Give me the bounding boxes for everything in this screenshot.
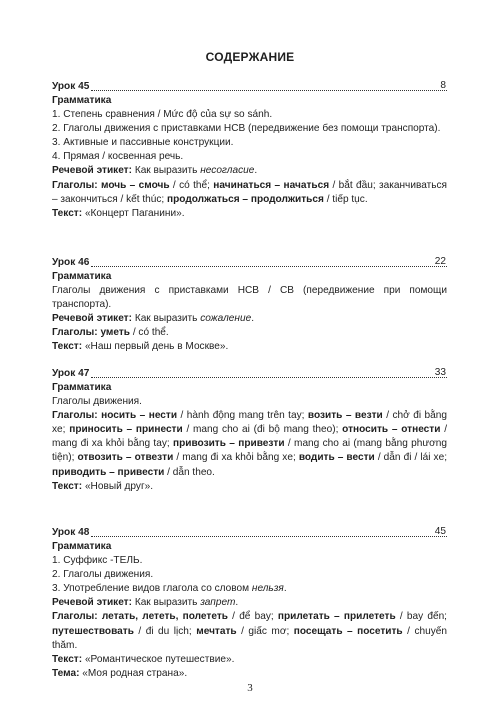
lesson-heading [52, 367, 447, 381]
lesson-heading [52, 256, 447, 270]
verbs-label: Глаголы: [52, 327, 98, 339]
grammar-heading: Грамматика [52, 95, 112, 106]
verb-translation: / mang đi xa khỏi bằng xe; [173, 452, 299, 464]
verb-pair: приносить – принести [69, 424, 183, 436]
footer-page-number: 3 [247, 682, 253, 694]
grammar-item: 1. Степень сравнения / Mức độ của sự so sánh. [52, 109, 273, 121]
text-label: Текст: [52, 207, 83, 219]
verbs-label: Глаголы: [52, 611, 98, 623]
etiquette-label: Речевой этикет: [52, 597, 132, 609]
grammar-item: 4. Прямая / косвенная речь. [52, 151, 184, 163]
verb-pair: продолжаться – продолжиться [167, 193, 324, 205]
text-value: «Концерт Паганини». [84, 207, 185, 219]
verb-pair: уметь [100, 327, 131, 339]
verb-translation: / có thể. [130, 327, 169, 339]
lesson-title: Урок 46 [52, 256, 90, 268]
grammar-item-emphasis: нельзя [251, 583, 284, 595]
verb-translation: / đi du lịch; [133, 625, 197, 637]
verb-translation: / dẫn theo. [164, 466, 215, 478]
grammar-item: Глаголы движения. [52, 396, 142, 408]
theme-value: «Моя родная страна». [82, 667, 188, 679]
etiquette-line: Речевой этикет: Как выразить сожаление. [52, 313, 255, 325]
verb-pair: мечтать [196, 625, 237, 637]
verb-pair: возить – везти [307, 410, 383, 422]
lesson-title: Урок 47 [52, 367, 90, 379]
grammar-item: 1. Суффикс -ТЕЛЬ. [52, 555, 143, 567]
lesson-heading [52, 526, 447, 540]
verb-translation: / chuyến thăm. [52, 625, 447, 651]
theme-line [52, 667, 447, 681]
verb-translation: / mang đi xa khỏi bằng tay; [52, 424, 448, 450]
verbs-line [52, 409, 447, 479]
verb-translation: / mang cho ai (mang bằng phương tiện); [52, 438, 447, 464]
verb-translation: / dẫn đi / lái xe; [374, 452, 448, 464]
text-value: «Новый друг». [84, 480, 154, 492]
text-label: Текст: [52, 341, 83, 353]
grammar-heading: Грамматика [52, 541, 112, 552]
verb-pair: путешествовать [52, 625, 134, 637]
text-line [52, 653, 447, 667]
verb-translation: / để bay; [227, 611, 278, 623]
verbs-line [52, 610, 447, 652]
verb-pair: отвозить – отвезти [77, 452, 174, 464]
text-line [52, 207, 447, 221]
leader-dots [91, 367, 447, 381]
verb-pair: прилетать – прилететь [277, 611, 396, 623]
text-value: «Романтическое путешествие». [84, 653, 235, 665]
lesson-46 [52, 256, 447, 355]
verb-translation: / mang cho ai (đi bộ mang theo); [182, 424, 343, 436]
etiquette-text: Как выразить [134, 165, 201, 177]
verb-translation: / giấc mơ; [236, 625, 294, 637]
verbs-line [52, 326, 447, 340]
verb-translation: / tiếp tục. [323, 193, 368, 205]
verb-pair: носить – нести [101, 410, 178, 422]
verb-pair: привозить – привезти [173, 438, 285, 450]
etiquette-label: Речевой этикет: [52, 313, 132, 325]
verb-pair: водить – вести [298, 452, 375, 464]
etiquette-line: Речевой этикет: Как выразить запрет. [52, 597, 239, 609]
verb-pair: мочь – смочь [100, 179, 170, 191]
verb-pair: начинаться – начаться [213, 179, 330, 191]
verbs-label: Глаголы: [52, 410, 98, 422]
grammar-heading: Грамматика [52, 382, 112, 393]
grammar-item: 2. Глаголы движения с приставками НСВ (передвижение без помощи транспорта). [52, 123, 441, 135]
etiquette-text: Как выразить [134, 313, 201, 325]
lesson-heading [52, 80, 447, 94]
verbs-line [52, 179, 447, 207]
etiquette-emphasis: сожаление [200, 313, 252, 325]
text-label: Текст: [52, 480, 83, 492]
grammar-item: 2. Глаголы движения. [52, 569, 154, 581]
leader-dots [91, 80, 447, 94]
grammar-item: 3. Употребление видов глагола со словом нельзя. [52, 583, 287, 595]
verbs-label: Глаголы: [52, 179, 98, 191]
theme-label: Тема: [52, 667, 80, 679]
grammar-item-text: 3. Употребление видов глагола со словом [52, 583, 252, 595]
verb-pair: летать, лететь, полететь [101, 611, 228, 623]
verb-translation: / có thể; [169, 179, 214, 191]
page-number: 8 [440, 80, 446, 91]
verb-translation: / bay đến; [395, 611, 447, 623]
leader-dots [91, 256, 447, 270]
lesson-title: Урок 48 [52, 526, 90, 538]
grammar-heading: Грамматика [52, 271, 112, 282]
grammar-item: 3. Активные и пассивные конструкции. [52, 137, 234, 149]
text-line [52, 480, 447, 494]
etiquette-label: Речевой этикет: [52, 165, 132, 177]
verb-pair: посещать – посетить [293, 625, 403, 637]
lesson-48 [52, 526, 447, 681]
verb-translation: / chở đi bằng xe; [52, 410, 447, 436]
etiquette-text: Как выразить [134, 597, 201, 609]
verb-pair: приводить – привести [52, 466, 165, 478]
text-label: Текст: [52, 653, 83, 665]
lesson-47 [52, 367, 447, 494]
verb-translation: / bắt đầu; заканчиваться – закончиться / kết thúc; [52, 179, 447, 205]
page-number: 22 [434, 256, 446, 267]
verb-pair: относить – отнести [342, 424, 441, 436]
etiquette-emphasis: несогласие [200, 165, 255, 177]
verb-translation: / hành động mang trên tay; [177, 410, 308, 422]
lesson-45 [52, 80, 447, 221]
page-number: 45 [434, 526, 446, 537]
text-value: «Наш первый день в Москве». [84, 341, 229, 353]
page-number: 33 [434, 367, 446, 378]
text-line [52, 340, 447, 354]
page-title: СОДЕРЖАНИЕ [205, 50, 295, 64]
etiquette-emphasis: запрет [200, 597, 236, 609]
lesson-title: Урок 45 [52, 80, 90, 92]
etiquette-line: Речевой этикет: Как выразить несогласие. [52, 165, 258, 177]
leader-dots [91, 526, 447, 540]
grammar-item: Глаголы движения с приставками НСВ / СВ (передвижение при помощи транспорта). [52, 285, 447, 311]
